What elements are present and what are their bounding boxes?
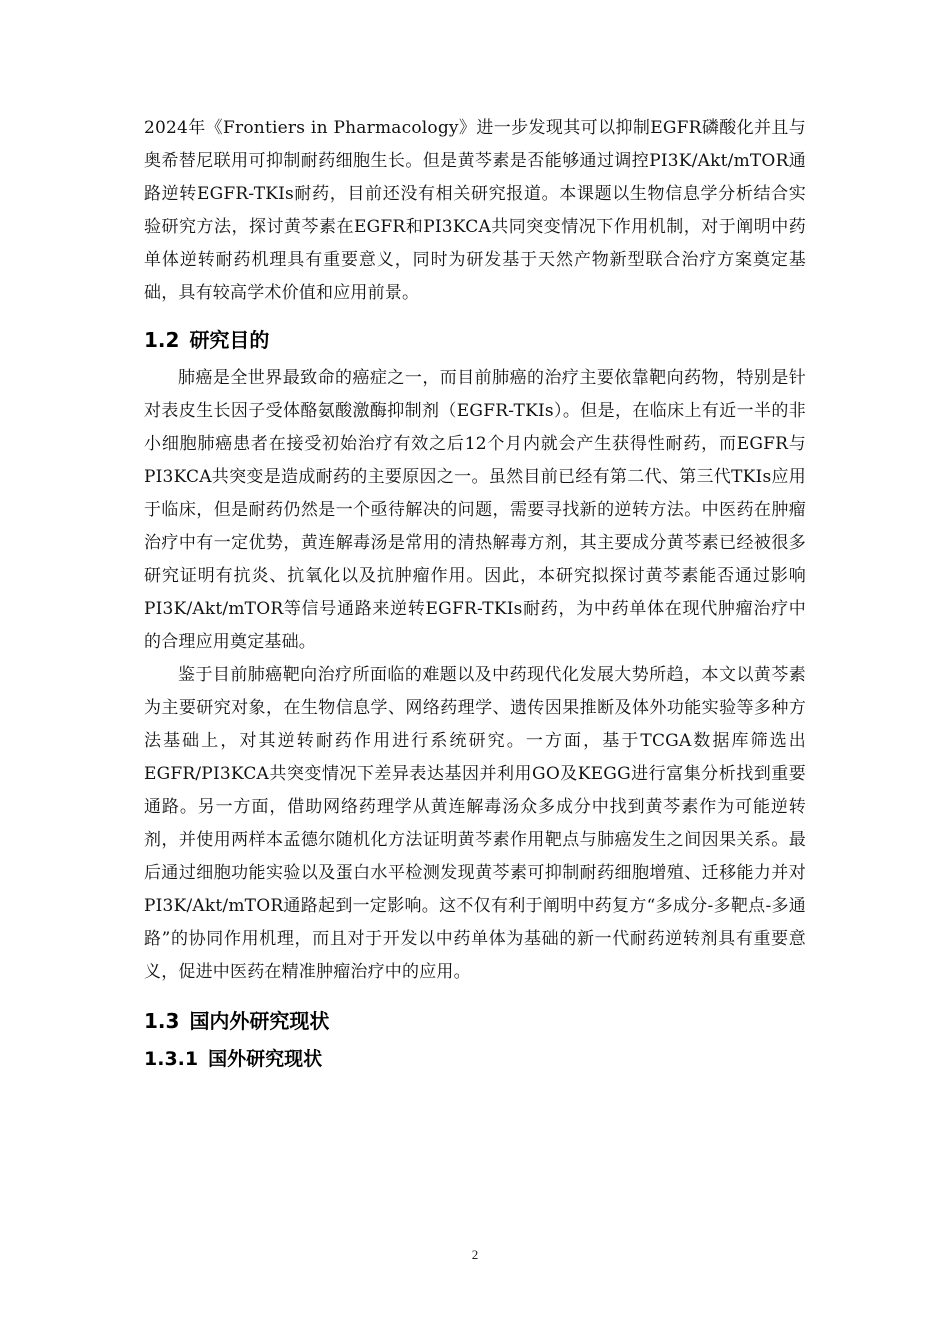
section-heading-1-2 [144,324,806,356]
section-number: 1.3 [144,1009,180,1033]
body-paragraph: 鉴于目前肺癌靶向治疗所面临的难题以及中药现代化发展大势所趋，本文以黄芩素为主要研究对象，在生物信息学、网络药理学、遗传因果推断及体外功能实验等多种方法基础上，对其逆转耐药作用进行系统研究。一方面，基于TCGA数据库筛选出EGFR/PI3KCA共突变情况下差异表达基因并利用GO及KEGG进行富集分析找到重要通路。另一方面，借助网络药理学从黄连解毒汤众多成分中找到黄芩素作为可能逆转剂，并使用两样本孟德尔随机化方法证明黄芩素作用靶点与肺癌发生之间因果关系。最后通过细胞功能实验以及蛋白水平检测发现黄芩素可抑制耐药细胞增殖、迁移能力并对PI3K/Akt/mTOR通路起到一定影响。这不仅有利于阐明中药复方“多成分-多靶点-多通路”的协同作用机理，而且对于开发以中药单体为基础的新一代耐药逆转剂具有重要意义，促进中医药在精准肿瘤治疗中的应用。 [144,665,806,982]
section-title: 国内外研究现状 [189,1009,330,1033]
section-title: 研究目的 [189,328,270,352]
subsection-title: 国外研究现状 [208,1048,323,1070]
page-body [144,112,806,1075]
section-number: 1.2 [144,328,180,352]
page-number: 2 [471,1247,479,1262]
subsection-number: 1.3.1 [144,1048,199,1070]
section-heading-1-3 [144,1005,806,1037]
subsection-heading-1-3-1 [144,1043,806,1075]
body-paragraph: 2024年《Frontiers in Pharmacology》进一步发现其可以抑制EGFR磷酸化并且与奥希替尼联用可抑制耐药细胞生长。但是黄芩素是否能够通过调控PI3K/Akt/mTOR通路逆转EGFR-TKIs耐药，目前还没有相关研究报道。本课题以生物信息学分析结合实验研究方法，探讨黄芩素在EGFR和PI3KCA共同突变情况下作用机制，对于阐明中药单体逆转耐药机理具有重要意义，同时为研发基于天然产物新型联合治疗方案奠定基础，具有较高学术价值和应用前景。 [144,118,806,303]
body-paragraph: 肺癌是全世界最致命的癌症之一，而目前肺癌的治疗主要依靠靶向药物，特别是针对表皮生长因子受体酪氨酸激酶抑制剂（EGFR-TKIs）。但是，在临床上有近一半的非小细胞肺癌患者在接受初始治疗有效之后12个月内就会产生获得性耐药，而EGFR与PI3KCA共突变是造成耐药的主要原因之一。虽然目前已经有第二代、第三代TKIs应用于临床，但是耐药仍然是一个亟待解决的问题，需要寻找新的逆转方法。中医药在肿瘤治疗中有一定优势，黄连解毒汤是常用的清热解毒方剂，其主要成分黄芩素已经被很多研究证明有抗炎、抗氧化以及抗肿瘤作用。因此，本研究拟探讨黄芩素能否通过影响PI3K/Akt/mTOR等信号通路来逆转EGFR-TKIs耐药，为中药单体在现代肿瘤治疗中的合理应用奠定基础。 [144,368,806,652]
